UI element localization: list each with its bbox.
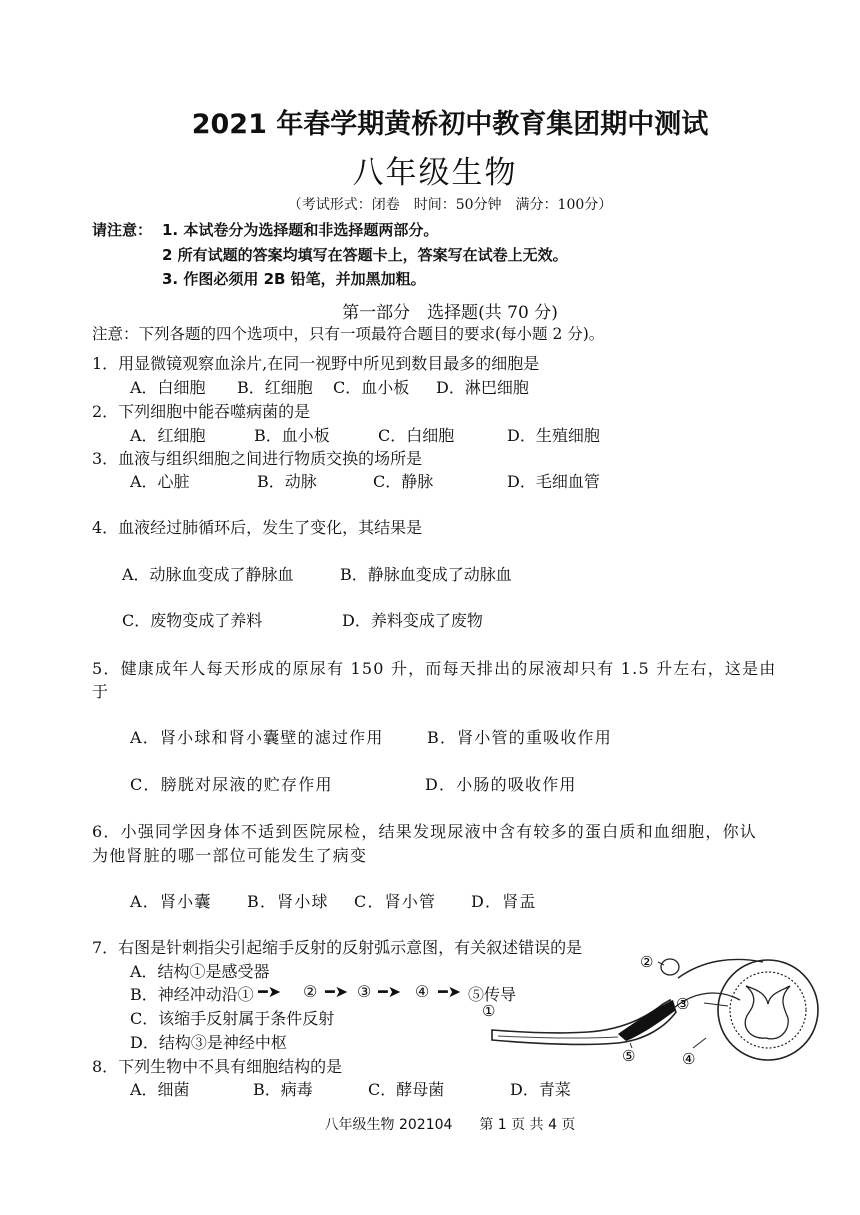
spinal-cord-outline — [718, 960, 818, 1060]
question-1-option-a: A．白细胞 — [130, 378, 206, 397]
question-8-option-d: D．青菜 — [510, 1080, 571, 1099]
question-2-option-b: B．血小板 — [254, 426, 330, 445]
question-8-stem: 8．下列生物中不具有细胞结构的是 — [92, 1057, 343, 1076]
diagram-label-5: ⑤ — [622, 1047, 636, 1065]
diagram-label-1: ① — [482, 1002, 496, 1020]
question-7-option-a: A．结构①是感受器 — [130, 962, 270, 981]
question-5-option-c: C．膀胱对尿液的贮存作用 — [130, 775, 333, 794]
notice-item-3: 3. 作图必须用 2B 铅笔，并加黑加粗。 — [162, 270, 426, 288]
sensory-nerve-line — [678, 959, 763, 978]
question-3-option-d: D．毛细血管 — [507, 472, 600, 491]
diagram-label-3: ③ — [676, 995, 690, 1013]
question-3-option-c: C．静脉 — [373, 472, 434, 491]
arm-contour — [498, 1036, 618, 1038]
question-8-option-c: C．酵母菌 — [368, 1080, 445, 1099]
question-2-option-c: C．白细胞 — [378, 426, 455, 445]
arrow-icon: ━➤ — [325, 982, 349, 1001]
question-7-stem: 7．右图是针刺指尖引起缩手反射的反射弧示意图，有关叙述错误的是 — [92, 938, 583, 957]
footer-page-number: 第 1 页 共 4 页 — [479, 1117, 576, 1133]
question-7-option-b-step-2: ② — [303, 982, 318, 1001]
question-7-option-b: B．神经冲动沿① — [130, 985, 254, 1004]
arrow-icon: ━➤ — [438, 982, 462, 1001]
leader-line — [693, 1038, 706, 1048]
question-7-option-b-step-4: ④ — [415, 982, 430, 1001]
question-6-option-d: D．肾盂 — [471, 892, 537, 911]
arrow-icon: ━➤ — [378, 982, 402, 1001]
question-5-option-b: B．肾小管的重吸收作用 — [427, 728, 612, 747]
question-3-stem: 3．血液与组织细胞之间进行物质交换的场所是 — [92, 449, 423, 468]
question-4-stem: 4．血液经过肺循环后，发生了变化，其结果是 — [92, 518, 423, 537]
question-8-option-b: B．病毒 — [253, 1080, 313, 1099]
question-3-option-b: B．动脉 — [257, 472, 317, 491]
exam-meta: （考试形式：闭卷 时间：50分钟 满分：100分） — [287, 197, 613, 213]
footer-code: 八年级生物 202104 — [324, 1117, 453, 1133]
question-2-stem: 2．下列细胞中能吞噬病菌的是 — [92, 402, 311, 421]
page-footer — [0, 1114, 860, 1134]
section-title: 第一部分 选择题(共 70 分) — [342, 303, 558, 323]
question-6-option-a: A．肾小囊 — [130, 892, 212, 911]
question-7-option-b-step-5: ⑤传导 — [468, 985, 517, 1004]
reflex-arc-diagram — [478, 948, 830, 1078]
question-8-option-a: A．细菌 — [130, 1080, 190, 1099]
question-4-option-c: C．废物变成了养料 — [122, 611, 263, 630]
exam-subject: 八年级生物 — [352, 155, 518, 191]
question-4-option-d: D．养料变成了废物 — [342, 611, 483, 630]
question-6-option-c: C．肾小管 — [354, 892, 437, 911]
spinal-cord-inner — [730, 972, 806, 1048]
notice-label: 请注意： — [92, 221, 153, 239]
question-5-option-d: D．小肠的吸收作用 — [425, 775, 577, 794]
question-7-option-d: D．结构③是神经中枢 — [130, 1033, 287, 1052]
question-3-option-a: A．心脏 — [130, 472, 190, 491]
diagram-label-4: ④ — [682, 1050, 696, 1068]
arrow-icon: ━➤ — [258, 982, 282, 1001]
question-2-option-a: A．红细胞 — [130, 426, 206, 445]
grey-matter-shape — [745, 986, 790, 1039]
question-7-option-c: C．该缩手反射属于条件反射 — [130, 1009, 335, 1028]
notice-item-2: 2 所有试题的答案均填写在答题卡上，答案写在试卷上无效。 — [162, 246, 568, 264]
question-5-option-a: A．肾小球和肾小囊壁的滤过作用 — [130, 728, 384, 747]
leader-line — [704, 1003, 728, 1006]
question-4-option-b: B．静脉血变成了动脉血 — [340, 565, 512, 584]
notice-item-1: 1. 本试卷分为选择题和非选择题两部分。 — [162, 221, 439, 239]
diagram-label-2: ② — [640, 953, 654, 971]
ganglion-shape — [661, 959, 679, 975]
question-1-option-c: C．血小板 — [333, 378, 410, 397]
question-6-stem-line2: 为他肾脏的哪一部位可能发生了病变 — [92, 846, 368, 865]
question-5-stem-line2: 于 — [92, 682, 109, 701]
question-2-option-d: D．生殖细胞 — [507, 426, 600, 445]
question-1-option-d: D．淋巴细胞 — [436, 378, 529, 397]
question-7-option-b-step-3: ③ — [357, 982, 372, 1001]
question-6-option-b: B．肾小球 — [247, 892, 329, 911]
question-6-stem-line1: 6．小强同学因身体不适到医院尿检，结果发现尿液中含有较多的蛋白质和血细胞，你认 — [92, 822, 757, 841]
section-note: 注意：下列各题的四个选项中，只有一项最符合题目的要求(每小题 2 分)。 — [92, 325, 605, 343]
question-4-option-a: A．动脉血变成了静脉血 — [122, 565, 294, 584]
question-1-stem: 1．用显微镜观察血涂片,在同一视野中所见到数目最多的细胞是 — [92, 354, 540, 373]
question-1-option-b: B．红细胞 — [237, 378, 313, 397]
question-5-stem-line1: 5．健康成年人每天形成的原尿有 150 升，而每天排出的尿液却只有 1.5 升左右，这是由 — [92, 659, 777, 678]
exam-title: 2021 年春学期黄桥初中教育集团期中测试 — [191, 109, 709, 140]
